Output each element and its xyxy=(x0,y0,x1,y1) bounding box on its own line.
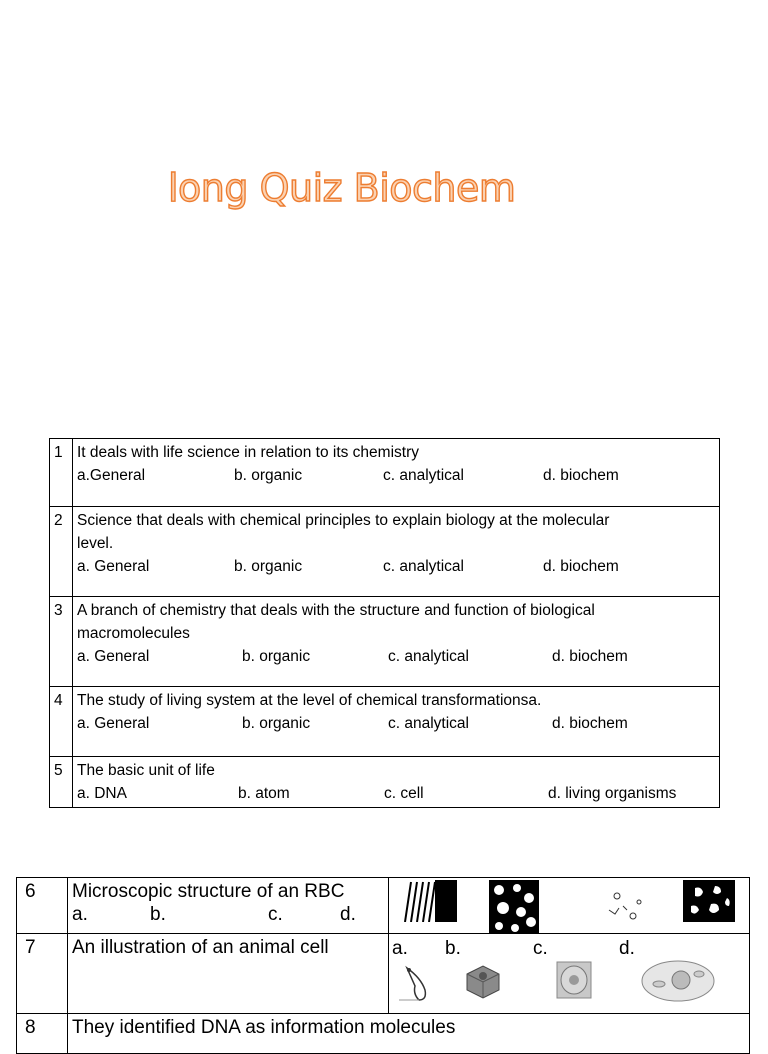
question-text: Science that deals with chemical principles to explain biology at the molecular xyxy=(77,512,610,529)
question-row xyxy=(50,687,720,757)
option-d: d. living organisms xyxy=(548,785,677,802)
option-a: a. General xyxy=(77,648,150,665)
option-c: c. analytical xyxy=(383,467,464,484)
cell-option-image-d xyxy=(639,958,717,1004)
option-c: c. xyxy=(533,938,548,959)
option-c: c. analytical xyxy=(388,648,469,665)
quiz-table-part1 xyxy=(49,438,720,808)
option-b: b. organic xyxy=(234,467,303,484)
option-d: d. biochem xyxy=(552,715,628,732)
answer-options xyxy=(72,903,382,926)
question-cell xyxy=(73,507,720,597)
question-row xyxy=(50,597,720,687)
option-d: d. biochem xyxy=(543,558,619,575)
answer-options xyxy=(77,555,715,578)
question-row xyxy=(50,757,720,808)
question-number: 4 xyxy=(50,687,73,757)
answer-options xyxy=(77,464,715,487)
option-d: d. xyxy=(340,904,356,925)
question-row xyxy=(17,1014,750,1054)
question-row xyxy=(17,878,750,934)
page-title: long Quiz Biochem xyxy=(168,166,516,210)
question-cell xyxy=(73,597,720,687)
question-text: The basic unit of life xyxy=(77,762,215,779)
option-a: a.General xyxy=(77,467,146,484)
option-b: b. organic xyxy=(242,715,311,732)
question-text-line2: level. xyxy=(77,535,114,552)
option-d: d. biochem xyxy=(543,467,619,484)
question-number: 1 xyxy=(50,439,73,507)
option-b: b. atom xyxy=(238,785,290,802)
option-b: b. organic xyxy=(234,558,303,575)
rbc-option-image-b xyxy=(489,880,539,934)
question-cell xyxy=(68,878,389,934)
question-text: Microscopic structure of an RBC xyxy=(72,881,345,902)
cell-option-image-b xyxy=(461,960,505,1000)
option-b: b. xyxy=(445,938,461,959)
question-row xyxy=(50,439,720,507)
image-options-cell xyxy=(389,934,750,1014)
option-a: a. DNA xyxy=(77,785,127,802)
answer-options xyxy=(77,712,715,735)
question-number: 5 xyxy=(50,757,73,808)
option-c: c. analytical xyxy=(383,558,464,575)
option-c: c. xyxy=(268,904,283,925)
cell-option-image-a xyxy=(397,962,437,1004)
option-c: c. cell xyxy=(384,785,424,802)
question-number: 2 xyxy=(50,507,73,597)
question-text-line2: macromolecules xyxy=(77,625,190,642)
option-a: a. xyxy=(392,938,408,959)
question-row xyxy=(50,507,720,597)
question-number: 6 xyxy=(17,878,68,934)
question-number: 7 xyxy=(17,934,68,1014)
rbc-option-image-c xyxy=(603,880,647,924)
option-c: c. analytical xyxy=(388,715,469,732)
quiz-table-part2 xyxy=(16,877,750,1054)
option-b: b. xyxy=(150,904,166,925)
question-cell xyxy=(68,934,389,1014)
option-a: a. xyxy=(72,904,88,925)
cell-option-image-c xyxy=(555,960,593,1000)
question-number: 8 xyxy=(17,1014,68,1054)
question-cell xyxy=(73,757,720,808)
answer-options xyxy=(77,782,715,805)
option-a: a. General xyxy=(77,715,150,732)
option-b: b. organic xyxy=(242,648,311,665)
rbc-option-image-d xyxy=(683,880,735,922)
question-cell xyxy=(68,1014,750,1054)
question-text: The study of living system at the level of chemical transformationsa. xyxy=(77,692,542,709)
option-a: a. General xyxy=(77,558,150,575)
question-cell xyxy=(73,439,720,507)
image-options-cell xyxy=(389,878,750,934)
option-d: d. xyxy=(619,938,635,959)
answer-options xyxy=(77,645,715,668)
rbc-option-image-a xyxy=(401,880,457,922)
question-row xyxy=(17,934,750,1014)
question-text: An illustration of an animal cell xyxy=(72,937,329,958)
question-number: 3 xyxy=(50,597,73,687)
question-cell xyxy=(73,687,720,757)
option-d: d. biochem xyxy=(552,648,628,665)
question-text: They identified DNA as information molecules xyxy=(72,1017,456,1038)
question-text: A branch of chemistry that deals with the structure and function of biological xyxy=(77,602,595,619)
question-text: It deals with life science in relation to its chemistry xyxy=(77,444,419,461)
